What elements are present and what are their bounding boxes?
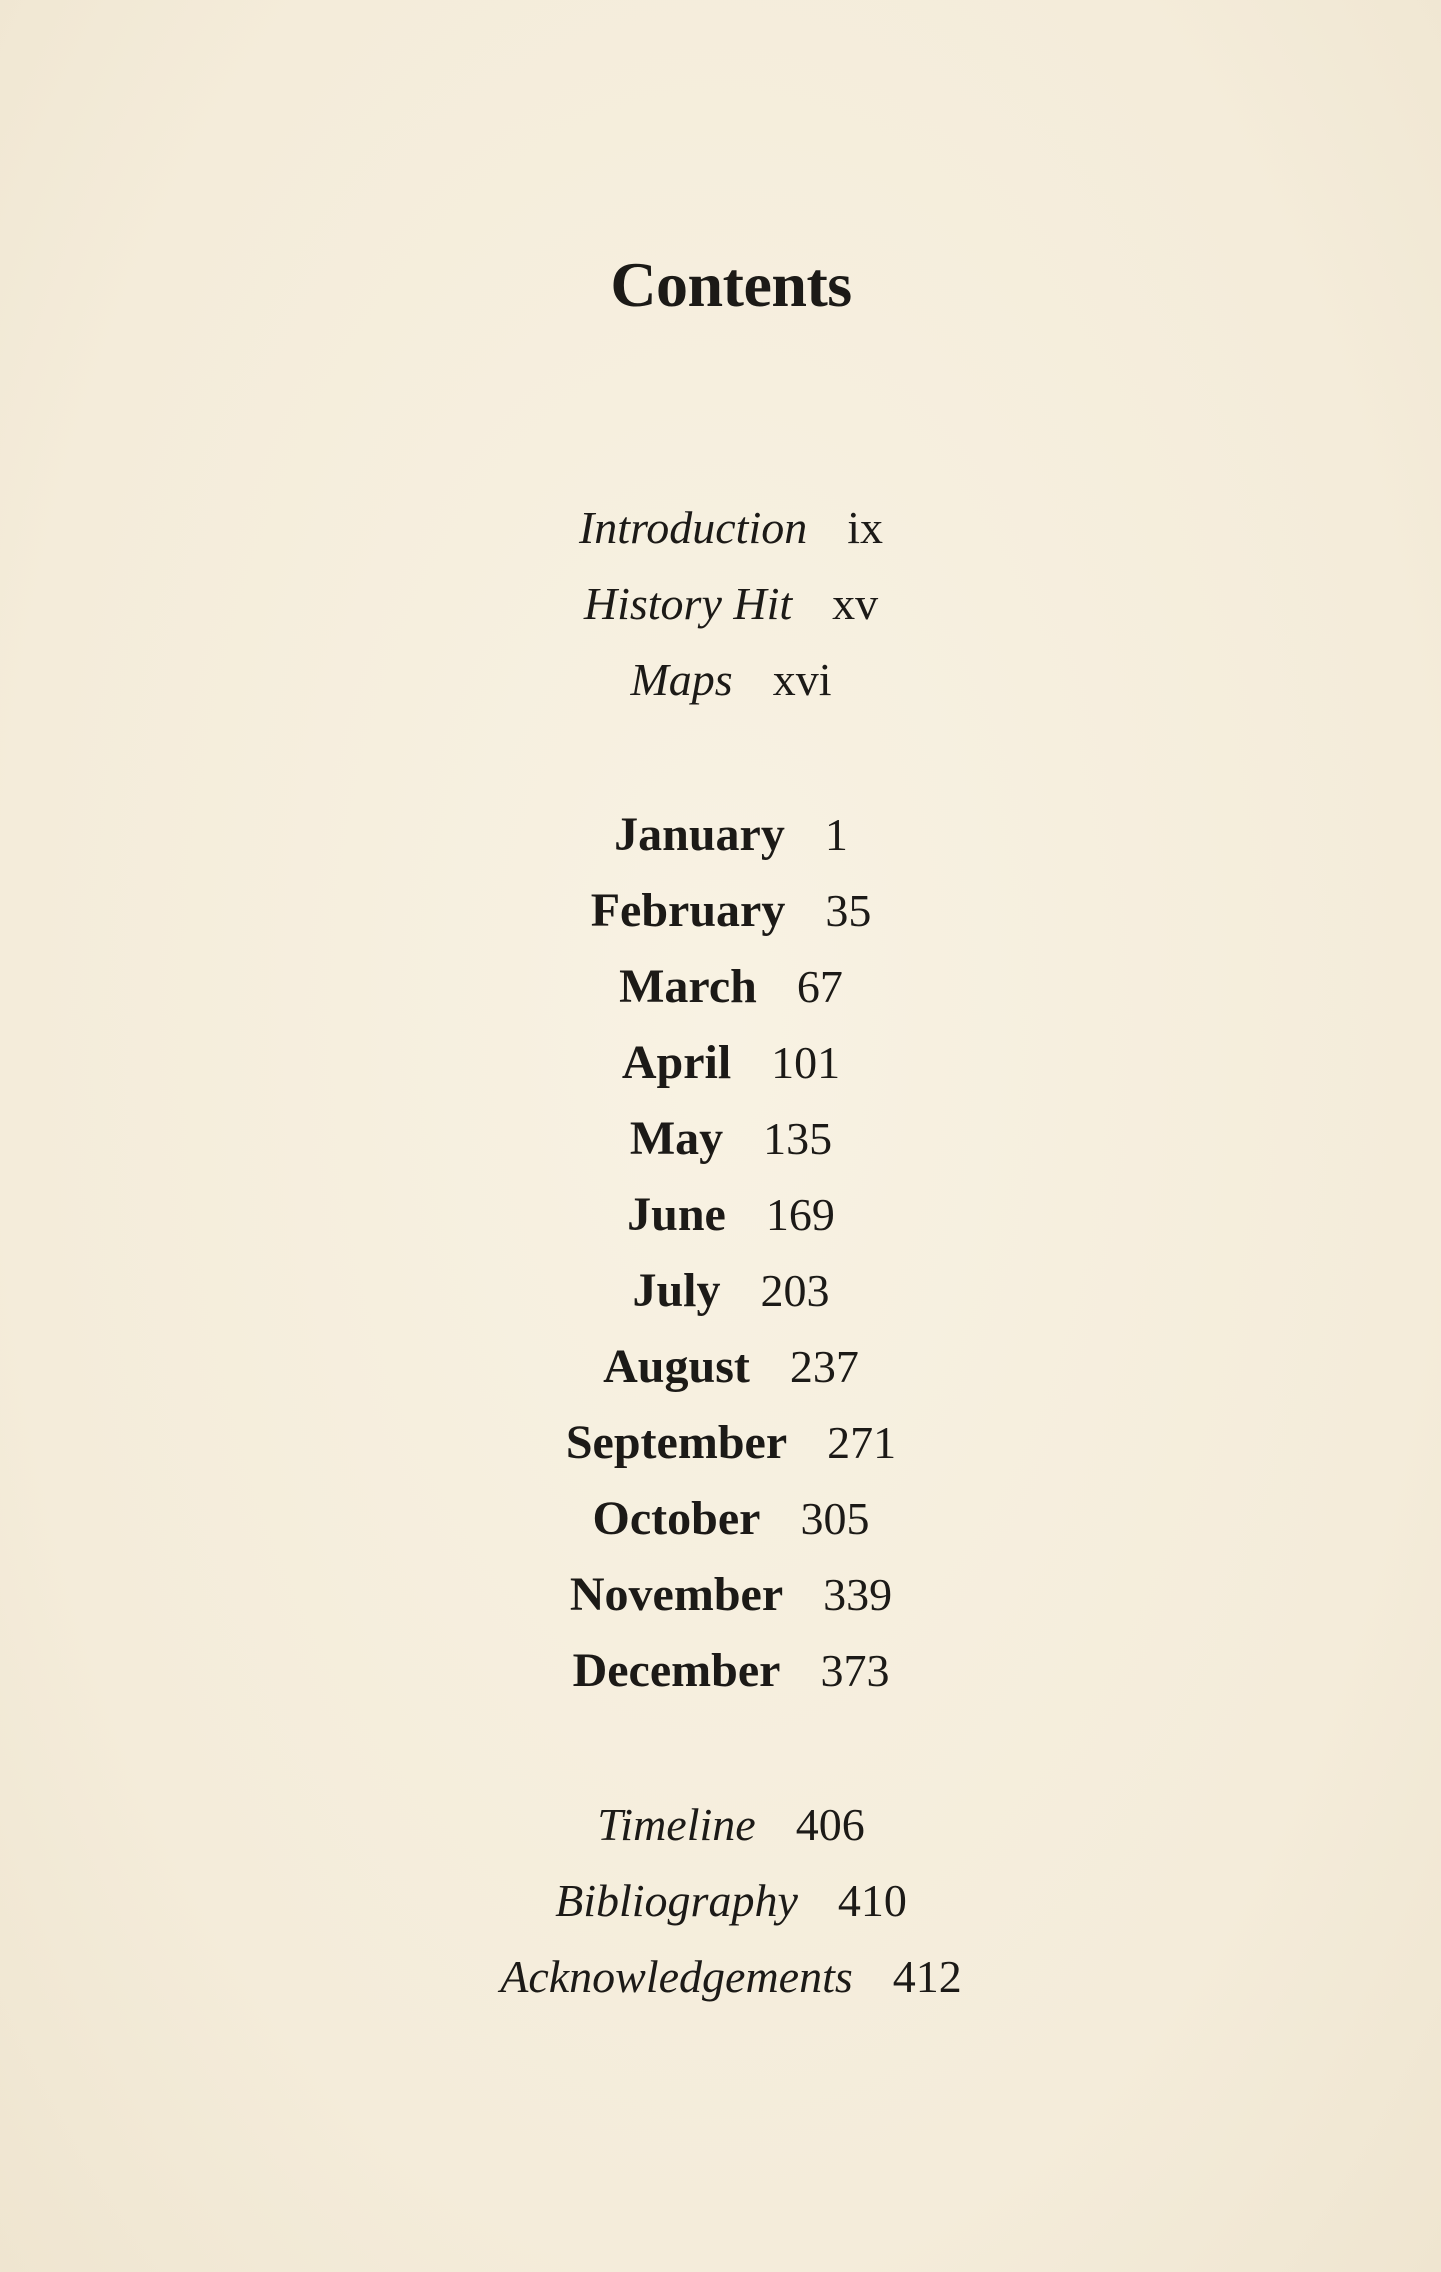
- toc-entry-introduction[interactable]: [0, 490, 1441, 566]
- toc-entry-page: 373: [820, 1645, 890, 1696]
- toc-entry-page: 169: [765, 1189, 835, 1240]
- toc-entry-august[interactable]: [0, 1329, 1441, 1405]
- toc-entry-acknowledgements[interactable]: [0, 1939, 1441, 2015]
- toc-entry-label: October: [592, 1492, 761, 1545]
- toc-entry-timeline[interactable]: [0, 1787, 1441, 1863]
- toc-entry-page: 305: [800, 1493, 870, 1544]
- toc-entry-label: July: [632, 1264, 721, 1317]
- toc-entry-label: History Hit: [583, 578, 793, 629]
- toc-entry-page: xvi: [772, 654, 832, 705]
- toc-entry-july[interactable]: [0, 1253, 1441, 1329]
- front-matter-list: [0, 490, 1441, 718]
- toc-entry-history-hit[interactable]: [0, 566, 1441, 642]
- toc-entry-label: Introduction: [578, 502, 808, 553]
- toc-entry-may[interactable]: [0, 1101, 1441, 1177]
- toc-entry-page: 339: [823, 1569, 893, 1620]
- toc-entry-january[interactable]: [0, 797, 1441, 873]
- toc-entry-page: 237: [789, 1341, 859, 1392]
- toc-entry-label: Timeline: [597, 1799, 756, 1850]
- toc-entry-april[interactable]: [0, 1025, 1441, 1101]
- toc-entry-page: 135: [763, 1113, 833, 1164]
- toc-entry-page: 406: [795, 1799, 865, 1850]
- toc-entry-page: 203: [760, 1265, 830, 1316]
- toc-entry-february[interactable]: [0, 873, 1441, 949]
- toc-entry-page: ix: [847, 502, 884, 553]
- toc-entry-december[interactable]: [0, 1633, 1441, 1709]
- toc-entry-label: June: [627, 1188, 726, 1241]
- toc-entry-march[interactable]: [0, 949, 1441, 1025]
- toc-entry-page: 412: [892, 1951, 962, 2002]
- toc-entry-label: November: [569, 1568, 784, 1621]
- toc-entry-label: December: [572, 1644, 781, 1697]
- months-list: [0, 797, 1441, 1709]
- toc-entry-label: Bibliography: [555, 1875, 798, 1926]
- toc-entry-september[interactable]: [0, 1405, 1441, 1481]
- page-title: Contents: [610, 248, 852, 320]
- toc-entry-label: May: [629, 1112, 724, 1165]
- toc-entry-label: Maps: [630, 654, 733, 705]
- toc-entry-october[interactable]: [0, 1481, 1441, 1557]
- toc-entry-page: 1: [824, 809, 848, 860]
- toc-entry-label: January: [614, 808, 785, 861]
- toc-entry-page: 410: [837, 1875, 907, 1926]
- toc-entry-page: xv: [832, 578, 879, 629]
- toc-entry-maps[interactable]: [0, 642, 1441, 718]
- toc-entry-bibliography[interactable]: [0, 1863, 1441, 1939]
- toc-entry-november[interactable]: [0, 1557, 1441, 1633]
- toc-entry-label: February: [590, 884, 786, 937]
- toc-entry-label: September: [565, 1416, 788, 1469]
- toc-entry-label: March: [619, 960, 757, 1013]
- toc-entry-june[interactable]: [0, 1177, 1441, 1253]
- toc-entry-page: 67: [796, 961, 843, 1012]
- toc-entry-label: Acknowledgements: [500, 1951, 853, 2002]
- back-matter-list: [0, 1787, 1441, 2015]
- toc-entry-label: April: [621, 1036, 732, 1089]
- toc-entry-page: 101: [771, 1037, 841, 1088]
- toc-entry-label: August: [603, 1340, 750, 1393]
- toc-entry-page: 271: [827, 1417, 897, 1468]
- toc-entry-page: 35: [825, 885, 872, 936]
